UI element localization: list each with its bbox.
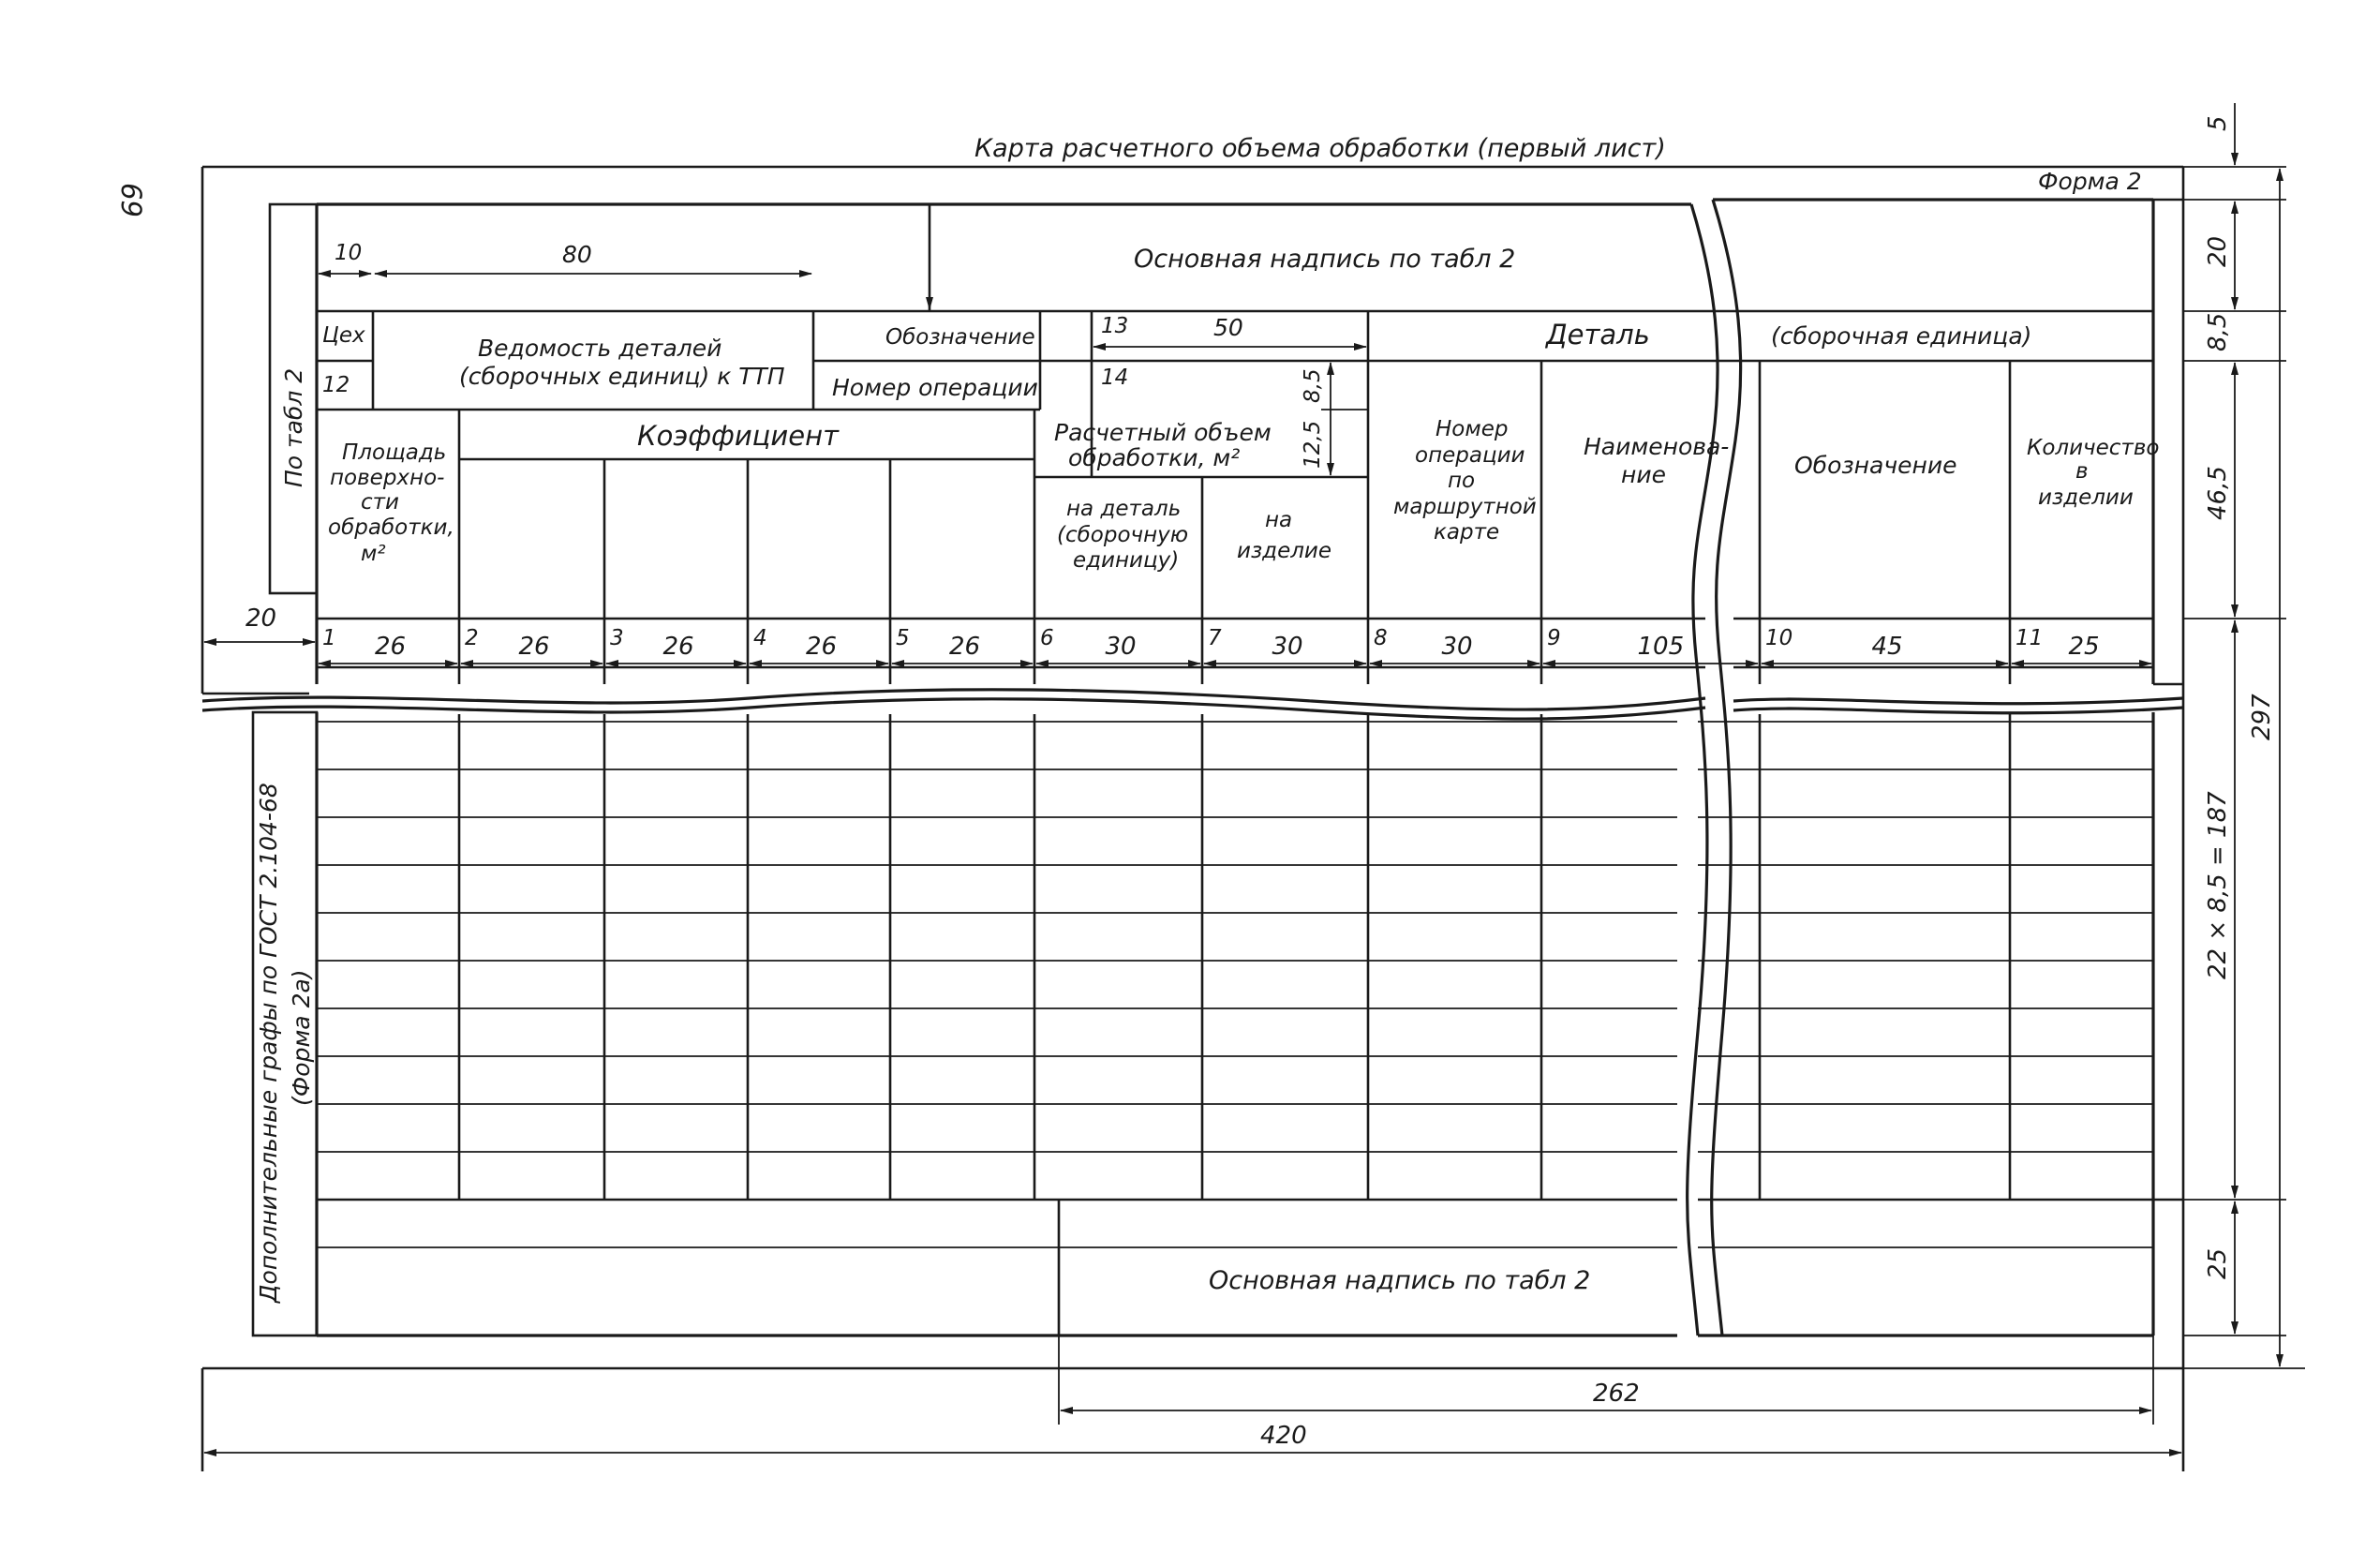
title-block-top: Основная надпись по табл 2 [1134,245,1516,274]
ploshchad-5: м² [361,542,386,566]
left-side-label-bottom-2: (Форма 2а) [288,969,315,1106]
column-width: 26 [375,633,407,661]
title-block-bottom: Основная надпись по табл 2 [1209,1266,1591,1295]
column-number: 4 [753,626,767,650]
dim-bottom-420: 420 [1260,1422,1307,1450]
dim-right-5: 5 [2204,115,2232,131]
kolvo-3: изделии [2038,485,2134,510]
detal-label: Деталь [1546,319,1650,351]
column-number: 5 [896,626,910,650]
column-width: 30 [1441,633,1473,661]
column-width: 26 [662,633,694,661]
dim-bottom-262: 262 [1593,1380,1640,1408]
oboznachenie-label: Обозначение [885,325,1035,350]
vedomost-2: (сборочных единиц) к ТТП [459,363,785,390]
naimen-2: ние [1621,461,1666,488]
dim-12-5: 12,5 [1301,420,1325,469]
ploshchad-2: поверхно- [330,466,445,490]
oboznach-2: Обозначение [1794,452,1957,479]
left-side-label-bottom-1: Дополнительные графы по ГОСТ 2.104-68 [255,783,282,1303]
column-width: 26 [949,633,981,661]
ploshchad-1: Площадь [342,440,447,465]
left-label-box [270,204,317,593]
tseh-label: Цех [322,323,365,348]
column-number: 1 [322,626,336,650]
column-width: 26 [518,633,550,661]
column-width: 25 [2068,633,2100,661]
data-rows [317,714,2153,1247]
column-number: 10 [1765,626,1793,650]
dim-right-46-5: 46,5 [2204,466,2232,520]
nomer-op-4: маршрутной [1393,495,1537,519]
page-title: Карта расчетного объема обработки (первый лист) [974,134,1666,163]
right-dimensions [2183,103,2305,1368]
n13: 13 [1101,314,1129,338]
nomer-op-3: по [1448,469,1476,493]
na-izdelie-1: на [1265,508,1293,532]
column-number: 8 [1374,626,1388,650]
column-number: 6 [1040,626,1054,650]
na-detal-2: (сборочную [1057,523,1189,547]
dim-50: 50 [1213,314,1243,341]
nomer-op-1: Номер [1435,417,1509,441]
nomer-op-2: операции [1415,443,1525,468]
column-number: 2 [465,626,479,650]
bottom-dimensions [204,1336,2181,1453]
dim-right-20: 20 [2204,235,2232,267]
column-width: 30 [1272,633,1303,661]
column-numbers [319,626,2151,664]
koeff-label: Коэффициент [637,420,839,452]
ploshchad-3: сти [361,490,399,515]
vedomost-1: Ведомость деталей [478,335,722,362]
dim-right-297: 297 [2248,694,2276,740]
na-detal-1: на деталь [1066,497,1182,521]
n12: 12 [322,373,350,397]
na-izdelie-2: изделие [1237,539,1332,563]
kolvo-2: в [2075,459,2089,484]
ploshchad-4: обработки, [328,515,454,540]
column-number: 7 [1208,626,1222,650]
column-width: 30 [1105,633,1137,661]
naimen-1: Наименова- [1584,433,1730,460]
nomer-op-5: карте [1434,520,1500,545]
column-number: 11 [2016,626,2044,650]
column-width: 26 [806,633,838,661]
column-width: 105 [1637,633,1685,661]
page-number: 69 [115,183,147,217]
n14: 14 [1101,366,1129,390]
column-width: 45 [1871,633,1903,661]
na-detal-3: единицу) [1073,548,1180,573]
dim-left-20: 20 [245,604,277,633]
raschetny-1: Расчетный объем [1054,419,1272,446]
sb-edinitsa-label: (сборочная единица) [1771,322,2032,350]
dim-right-rows: 22 × 8,5 = 187 [2204,791,2232,979]
lower-table [253,712,2183,1336]
dim-8-5-small: 8,5 [1301,368,1325,403]
dim-80: 80 [562,241,592,268]
column-number: 9 [1547,626,1561,650]
kolvo-1: Количество [2027,436,2160,460]
dim-right-8-5: 8,5 [2204,312,2232,351]
dim-10: 10 [335,241,363,265]
left-side-label: По табл 2 [280,367,307,487]
dim-right-25: 25 [2204,1247,2232,1279]
raschetny-2: обработки, м² [1068,444,1241,471]
form-label: Форма 2 [2038,168,2142,195]
nomer-operatsii-label: Номер операции [832,374,1038,401]
column-number: 3 [610,626,624,650]
